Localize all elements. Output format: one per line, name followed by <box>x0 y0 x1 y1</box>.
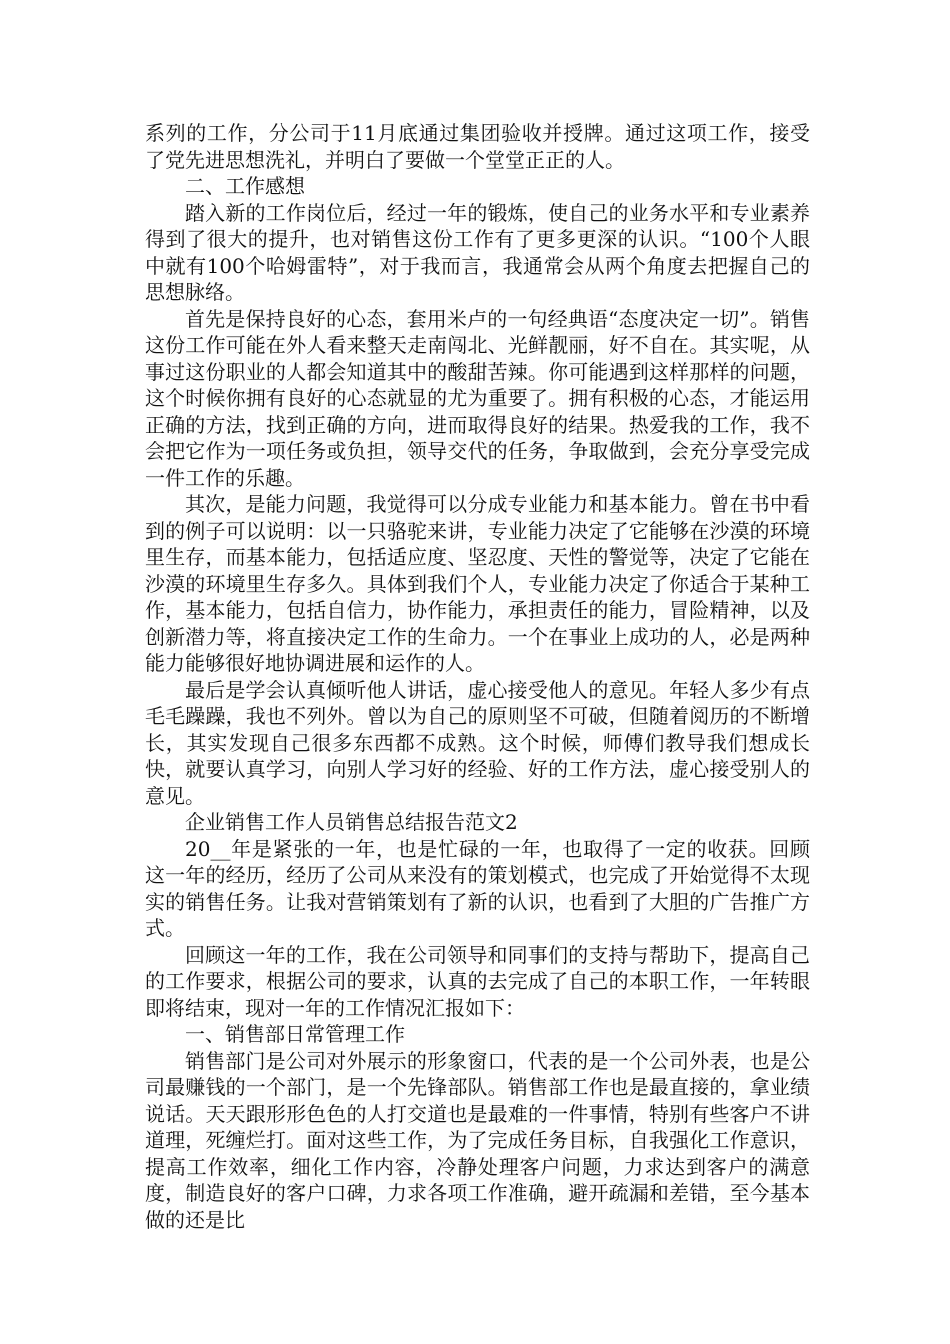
paragraph: 其次，是能力问题，我觉得可以分成专业能力和基本能力。曾在书中看到的例子可以说明：以一只骆驼来讲，专业能力决定了它能够在沙漠的环境里生存，而基本能力，包括适应度、坚忍度、天性的警觉等，决定了它能在沙漠的环境里生存多久。具体到我们个人，专业能力决定了你适合于某种工作，基本能力，包括自信力，协作能力，承担责任的能力，冒险精神，以及创新潜力等，将直接决定工作的生命力。一个在事业上成功的人，必是两种能力能够很好地协调进展和运作的人。 <box>145 492 810 675</box>
paragraph: 踏入新的工作岗位后，经过一年的锻炼，使自己的业务水平和专业素养得到了很大的提升，也对销售这份工作有了更多更深的认识。“100个人眼中就有100个哈姆雷特”，对于我而言，我通常会从两个角度去把握自己的思想脉络。 <box>145 200 810 304</box>
paragraph: 销售部门是公司对外展示的形象窗口，代表的是一个公司外表，也是公司最赚钱的一个部门，是一个先锋部队。销售部工作也是最直接的，拿业绩说话。天天跟形形色色的人打交道也是最难的一件事情，特别有些客户不讲道理，死缠烂打。面对这些工作，为了完成任务目标，自我强化工作意识，提高工作效率，细化工作内容，冷静处理客户问题，力求达到客户的满意度，制造良好的客户口碑，力求各项工作准确，避开疏漏和差错，至今基本做的还是比 <box>145 1048 810 1232</box>
paragraph: 首先是保持良好的心态，套用米卢的一句经典语“态度决定一切”。销售这份工作可能在外人看来整天走南闯北、光鲜靓丽，好不自在。其实呢，从事过这份职业的人都会知道其中的酸甜苦辣。你可能遇到这样那样的问题，这个时候你拥有良好的心态就显的尤为重要了。拥有积极的心态，才能运用正确的方法，找到正确的方向，进而取得良好的结果。热爱我的工作，我不会把它作为一项任务或负担，领导交代的任务，争取做到，会充分享受完成一件工作的乐趣。 <box>145 306 810 490</box>
section-heading-work-thoughts: 二、工作感想 <box>185 174 305 198</box>
paragraph-continuation: 系列的工作，分公司于11月底通过集团验收并授牌。通过这项工作，接受了党先进思想洗礼，并明白了要做一个堂堂正正的人。 <box>145 121 810 172</box>
article-title: 企业销售工作人员销售总结报告范文2 <box>185 810 518 834</box>
paragraph: 最后是学会认真倾听他人讲话，虚心接受他人的意见。年轻人多少有点毛毛躁躁，我也不列外。曾以为自己的原则坚不可破，但随着阅历的不断增长，其实发现自己很多东西都不成熟。这个时候，师傅们教导我们想成长快，就要认真学习，向别人学习好的经验、好的工作方法，虚心接受别人的意见。 <box>145 677 810 808</box>
paragraph: 20__年是紧张的一年，也是忙碌的一年，也取得了一定的收获。回顾这一年的经历，经历了公司从来没有的策划模式，也完成了开始觉得不太现实的销售任务。让我对营销策划有了新的认识，也看到了大胆的广告推广方式。 <box>145 836 810 940</box>
document-page <box>145 120 810 1233</box>
section-heading-sales-management: 一、销售部日常管理工作 <box>185 1022 405 1046</box>
paragraph: 回顾这一年的工作，我在公司领导和同事们的支持与帮助下，提高自己的工作要求，根据公司的要求，认真的去完成了自己的本职工作，一年转眼即将结束，现对一年的工作情况汇报如下： <box>145 942 810 1020</box>
